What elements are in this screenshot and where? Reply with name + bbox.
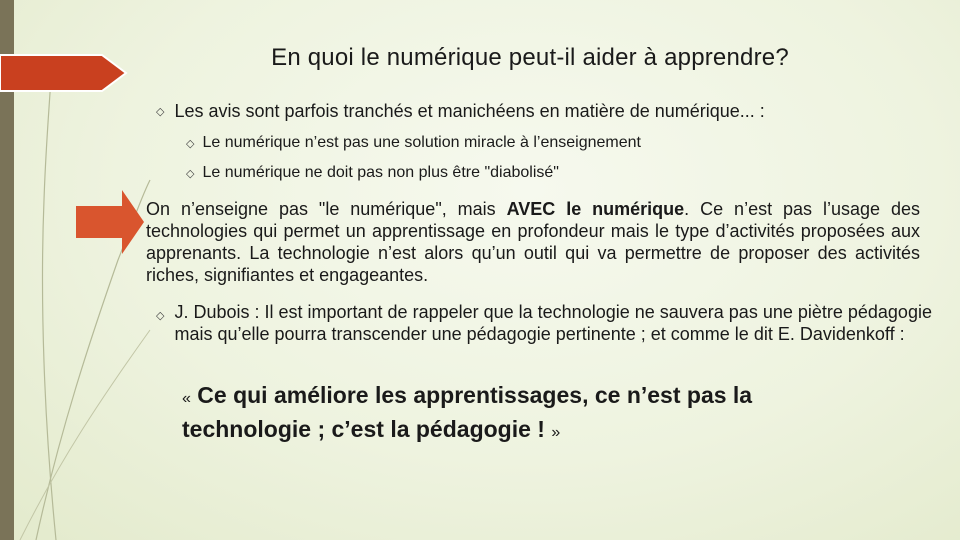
quote-close-mark: » <box>551 424 561 441</box>
sub-bullet-text: Le numérique n’est pas une solution miracle à l’enseignement <box>202 134 641 151</box>
quote-davidenkoff <box>182 380 862 448</box>
quote-open-mark: « <box>182 390 191 407</box>
bullet-opinions <box>156 101 765 122</box>
bullet-dubois <box>156 301 936 345</box>
paragraph-text-start: On n’enseigne pas "le numérique", mais <box>146 199 507 219</box>
pointer-arrow-shape <box>0 0 160 260</box>
sub-bullet-text: Le numérique ne doit pas non plus être "diabolisé" <box>202 164 559 181</box>
diamond-bullet-icon: ◇ <box>186 138 195 150</box>
main-paragraph <box>146 198 920 286</box>
paragraph-text-end: . Ce n’est pas l’usage des technologies qui permet un apprentissage en profondeur mais le type d’activités proposées aux apprenants. La technologie n’est alors qu’un outil qui va permettre de proposer des activités riches, signifiantes et engageantes. <box>146 199 920 285</box>
diamond-bullet-icon: ◇ <box>186 168 195 180</box>
diamond-bullet-icon: ◇ <box>156 106 165 118</box>
bullet-text: J. Dubois : Il est important de rappeler que la technologie ne sauvera pas une piètre pédagogie mais qu’elle pourra transcender une pédagogie pertinente ; et comme le dit E. Davidenkoff : <box>174 302 932 344</box>
sub-bullet-miracle <box>186 134 641 152</box>
diamond-bullet-icon: ◇ <box>156 310 165 322</box>
quote-text: Ce qui améliore les apprentissages, ce n’est pas la technologie ; c’est la pédagogie ! <box>182 382 753 442</box>
bullet-text: Les avis sont parfois tranchés et manichéens en matière de numérique... : <box>174 101 765 121</box>
sub-bullet-diabolise <box>186 164 559 182</box>
paragraph-emphasis: AVEC le numérique <box>506 199 685 219</box>
slide-title: En quoi le numérique peut-il aider à apprendre? <box>271 44 789 71</box>
